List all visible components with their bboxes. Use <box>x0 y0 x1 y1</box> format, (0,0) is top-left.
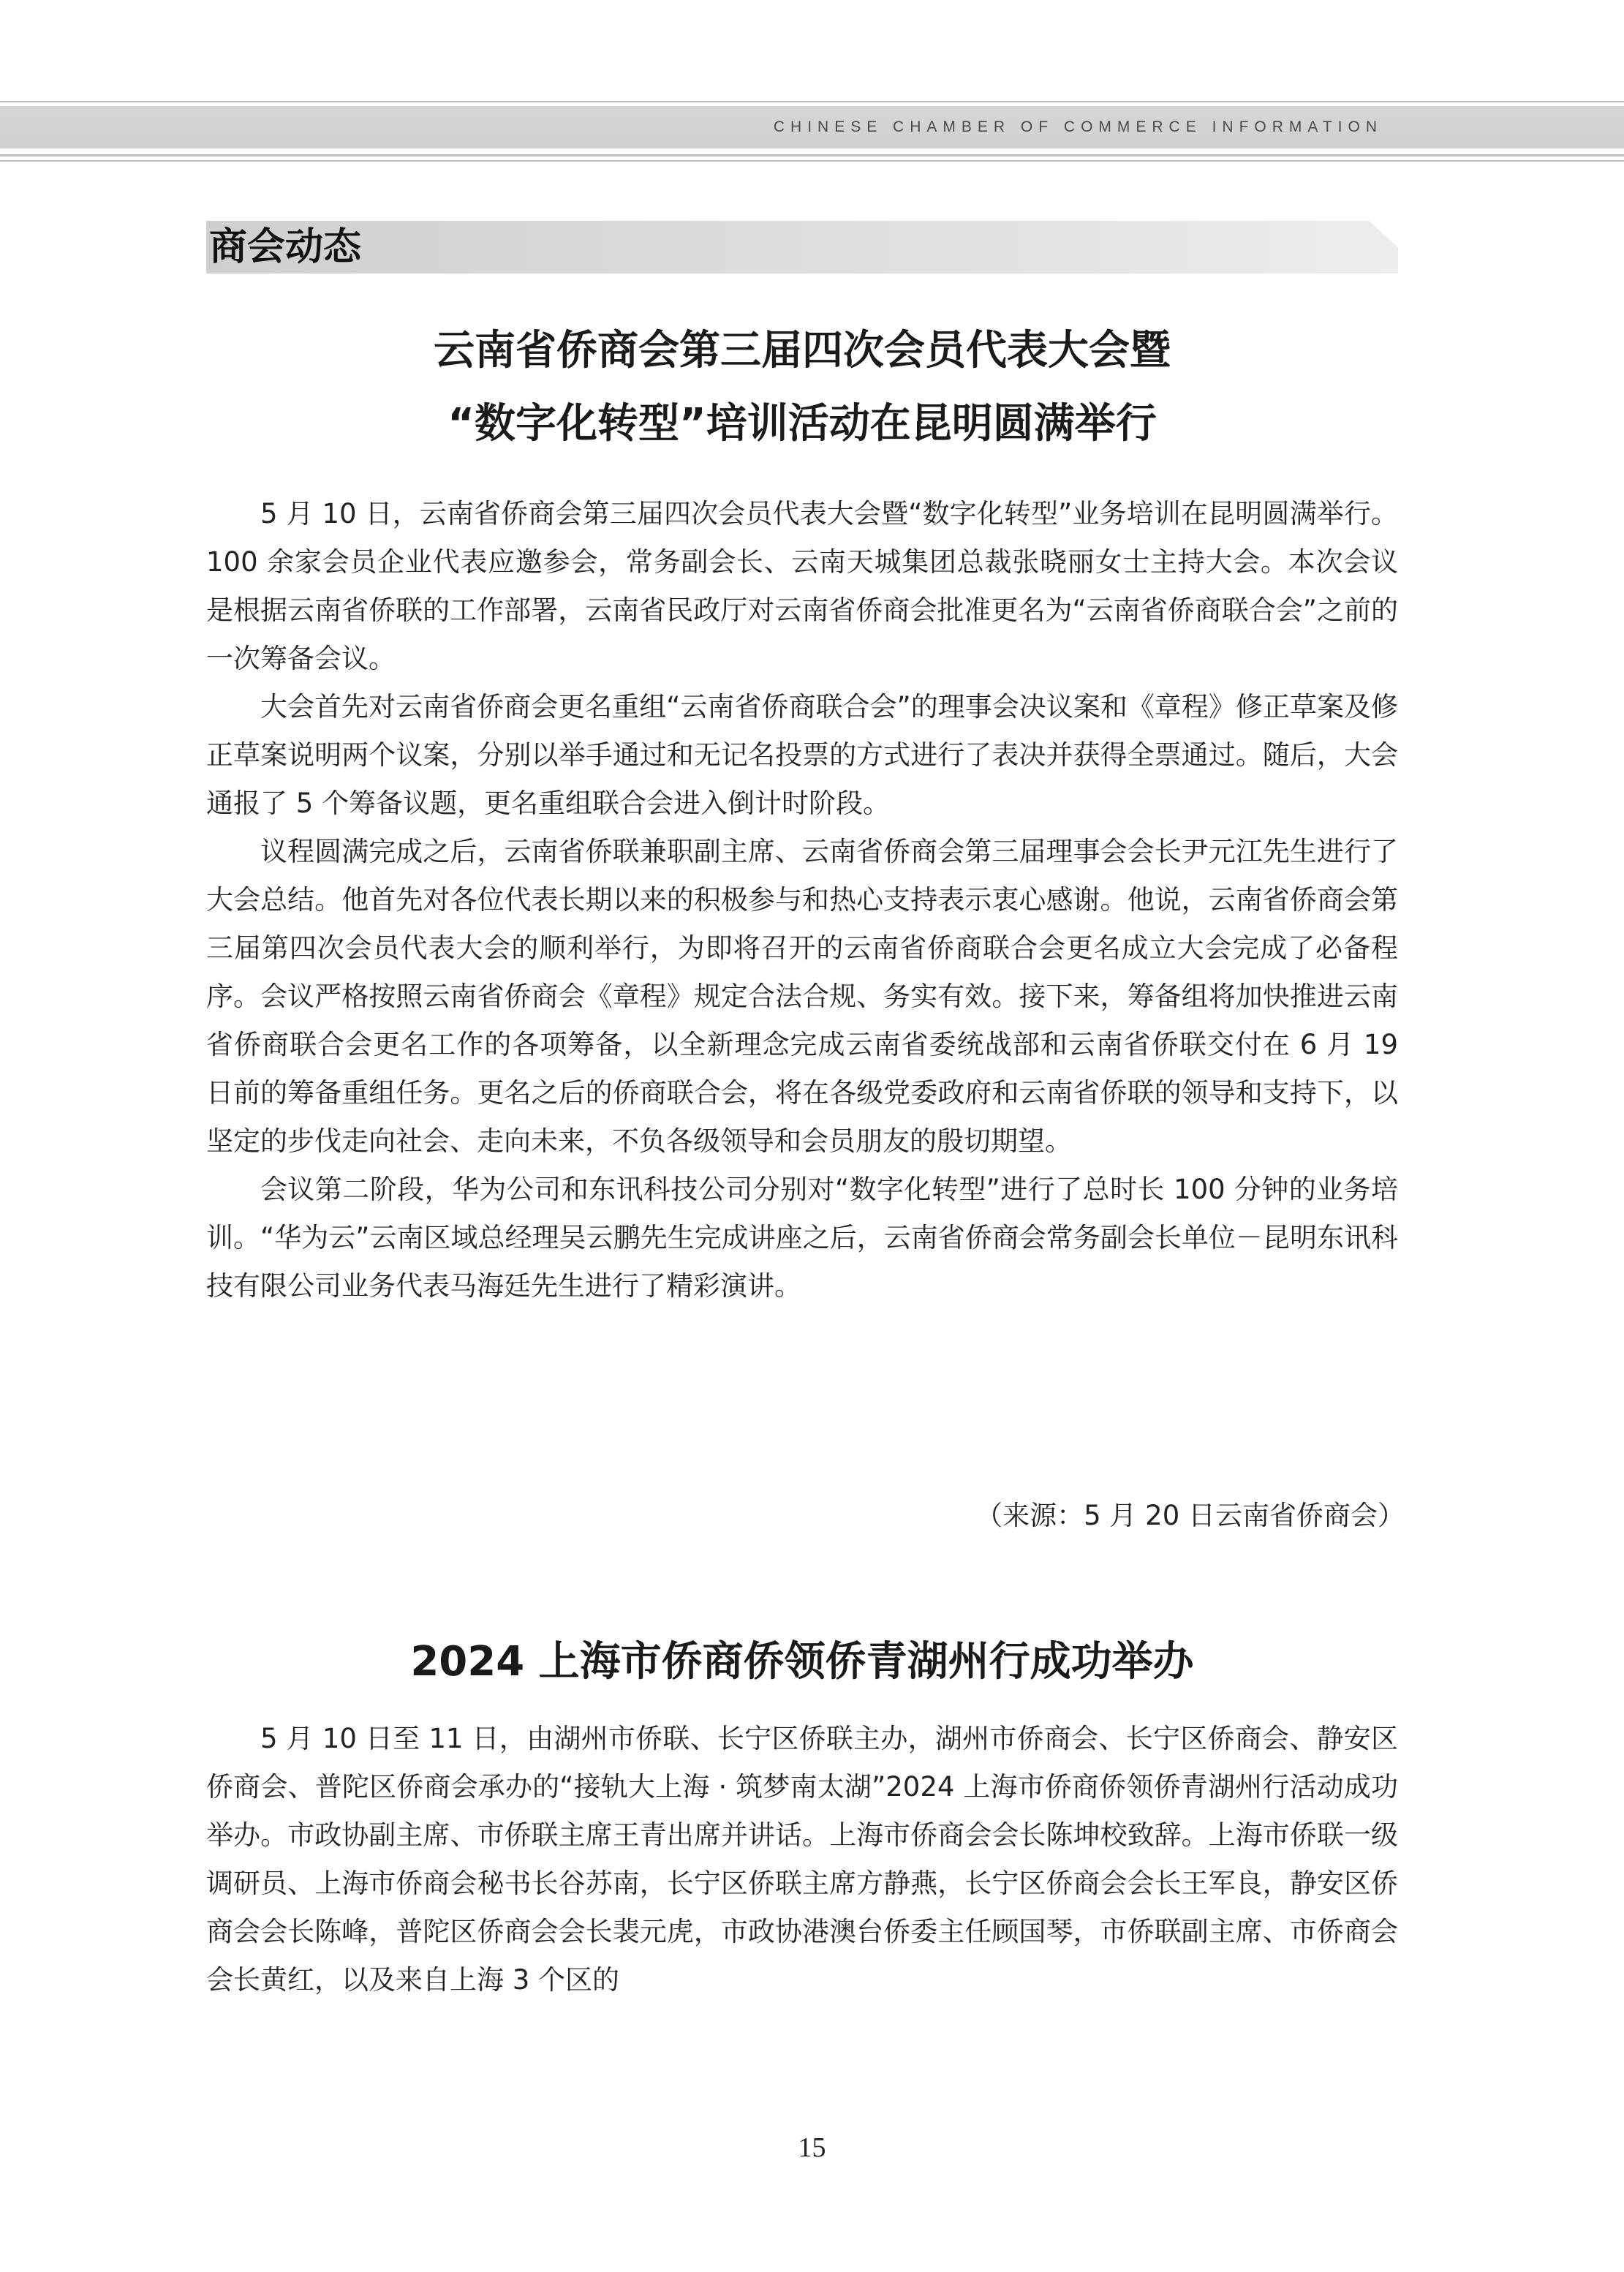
header-rule-2 <box>0 160 1624 162</box>
article-2-paragraph: 5 月 10 日至 11 日，由湖州市侨联、长宁区侨联主办，湖州市侨商会、长宁区侨商会、静安区侨商会、普陀区侨商会承办的“接轨大上海 · 筑梦南太湖”2024 上海市侨商侨领侨青湖州行活动成功举办。市政协副主席、市侨联主席王青出席并讲话。上海市侨商会会长陈坤校致辞。上海市侨联一级调研员、上海市侨商会秘书长谷苏南，长宁区侨联主席方静燕，长宁区侨商会会长王军良，静安区侨商会会长陈峰，普陀区侨商会会长裴元虎，市政协港澳台侨委主任顾国琴，市侨联副主席、市侨商会会长黄红，以及来自上海 3 个区的 <box>206 1723 1398 1996</box>
article-1-title-line-1: 云南省侨商会第三届四次会员代表大会暨 <box>434 327 1171 374</box>
article-2-body <box>206 1715 1398 2004</box>
running-header: CHINESE CHAMBER OF COMMERCE INFORMATION <box>773 118 1383 135</box>
article-1-paragraph: 5 月 10 日，云南省侨商会第三届四次会员代表大会暨“数字化转型”业务培训在昆明圆满举行。100 余家会员企业代表应邀参会，常务副会长、云南天城集团总裁张晓丽女士主持大会。本次会议是根据云南省侨联的工作部署，云南省民政厅对云南省侨商会批准更名为“云南省侨商联合会”之前的一次筹备会议。 <box>206 498 1398 674</box>
article-1-title-line-2: “数字化转型”培训活动在昆明圆满举行 <box>447 400 1157 448</box>
article-1-source: （来源：5 月 20 日云南省侨商会） <box>975 1500 1405 1531</box>
article-2-title: 2024 上海市侨商侨领侨青湖州行成功举办 <box>410 1638 1194 1686</box>
page-number: 15 <box>798 2132 826 2163</box>
article-1-paragraph: 议程圆满完成之后，云南省侨联兼职副主席、云南省侨商会第三届理事会会长尹元江先生进行了大会总结。他首先对各位代表长期以来的积极参与和热心支持表示衷心感谢。他说，云南省侨商会第三届第四次会员代表大会的顺利举行，为即将召开的云南省侨商联合会更名成立大会完成了必备程序。会议严格按照云南省侨商会《章程》规定合法合规、务实有效。接下来，筹备组将加快推进云南省侨商联合会更名工作的各项筹备，以全新理念完成云南省委统战部和云南省侨联交付在 6 月 19 日前的筹备重组任务。更名之后的侨商联合会，将在各级党委政府和云南省侨联的领导和支持下，以坚定的步伐走向社会、走向未来，不负各级领导和会员朋友的殷切期望。 <box>206 836 1398 1157</box>
article-1-paragraph: 大会首先对云南省侨商会更名重组“云南省侨商联合会”的理事会决议案和《章程》修正草案及修正草案说明两个议案，分别以举手通过和无记名投票的方式进行了表决并获得全票通过。随后，大会通报了 5 个筹备议题，更名重组联合会进入倒计时阶段。 <box>206 691 1398 819</box>
article-1-title <box>206 314 1398 461</box>
header-rule-1 <box>0 154 1624 156</box>
article-1-paragraph: 会议第二阶段，华为公司和东讯科技公司分别对“数字化转型”进行了总时长 100 分钟的业务培训。“华为云”云南区域总经理吴云鹏先生完成讲座之后，云南省侨商会常务副会长单位－昆明东讯科技有限公司业务代表马海廷先生进行了精彩演讲。 <box>206 1174 1398 1302</box>
article-1-body <box>206 490 1398 1310</box>
header-top-rule <box>0 101 1624 102</box>
section-bar <box>206 221 1398 273</box>
section-title: 商会动态 <box>209 224 362 269</box>
